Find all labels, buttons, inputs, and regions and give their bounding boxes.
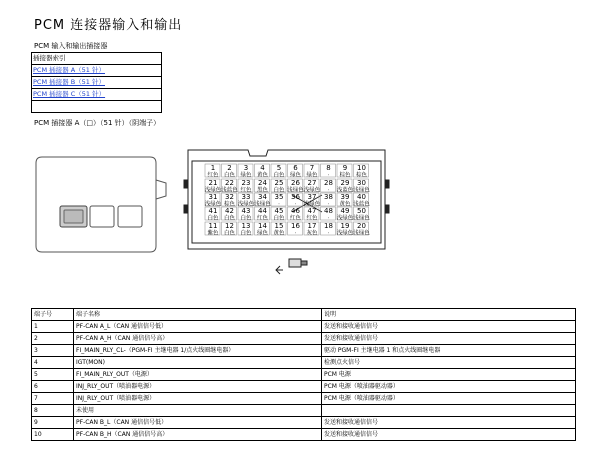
pin-number: 50 bbox=[357, 207, 366, 215]
pin-number: 29 bbox=[340, 179, 350, 187]
pin-name-cell: IGT(MON) bbox=[74, 357, 322, 369]
pin-wire-color: 红色 bbox=[207, 172, 219, 179]
pin-number-cell: 10 bbox=[32, 429, 74, 441]
pin-wire-color: 浅蓝色 bbox=[353, 201, 370, 208]
pin-description-cell: 发送和接收通信信号 bbox=[322, 429, 576, 441]
pin-number: 24 bbox=[258, 179, 267, 187]
pin-number: 2 bbox=[227, 164, 232, 172]
pin-table bbox=[31, 308, 576, 441]
pin-wire-color: · bbox=[327, 172, 330, 179]
pin-number: 7 bbox=[309, 164, 315, 172]
pin-wire-color: 浅绿色 bbox=[336, 215, 354, 222]
pin-wire-color: 浅绿色 bbox=[336, 230, 354, 237]
pin-number-cell: 2 bbox=[32, 333, 74, 345]
pin-wire-color: · bbox=[327, 215, 330, 222]
pin-wire-color: 浅绿色 bbox=[287, 187, 304, 194]
pin-number: 18 bbox=[324, 222, 333, 230]
index-link-a[interactable]: PCM 插接器 A（51 针） bbox=[32, 65, 161, 77]
pin-number: 8 bbox=[326, 164, 331, 172]
pin-wire-color: 白色 bbox=[240, 230, 252, 237]
pin-number: 48 bbox=[324, 207, 333, 215]
pin-number: 39 bbox=[340, 193, 350, 201]
pin-wire-color: · bbox=[327, 201, 330, 208]
pin-wire-color: 黄色 bbox=[256, 172, 269, 179]
header-pin-name: 端子名称 bbox=[74, 309, 322, 321]
pin-number: 31 bbox=[208, 193, 218, 201]
pin-description-cell bbox=[322, 405, 576, 417]
pin-number-cell: 7 bbox=[32, 393, 74, 405]
pin-wire-color: 浅绿色 bbox=[303, 187, 321, 194]
pin-wire-color: 红色 bbox=[256, 215, 269, 222]
pin-number: 36 bbox=[291, 193, 300, 201]
pin-wire-color: 棕色 bbox=[339, 172, 351, 179]
pin-wire-color: 浅绿色 bbox=[303, 201, 321, 208]
pin-number: 6 bbox=[293, 164, 298, 172]
pin-wire-color: 紫色 bbox=[207, 230, 219, 237]
page-title: PCM 连接器输入和输出 bbox=[34, 18, 183, 33]
pin-wire-color: 浅绿色 bbox=[353, 187, 370, 194]
header-pin-number: 端子号 bbox=[32, 309, 74, 321]
pin-number: 17 bbox=[307, 222, 317, 230]
table-header-row bbox=[32, 309, 576, 321]
pin-number: 3 bbox=[243, 164, 249, 172]
pin-number-cell: 9 bbox=[32, 417, 74, 429]
pin-name-cell: INJ_RLY_OUT（喷油器电源） bbox=[74, 381, 322, 393]
table-row bbox=[32, 369, 576, 381]
table-row bbox=[32, 429, 576, 441]
pin-number: 37 bbox=[307, 193, 317, 201]
index-title: 插接器索引 bbox=[32, 53, 161, 65]
pin-number: 47 bbox=[307, 207, 317, 215]
pin-wire-color: 白色 bbox=[223, 172, 236, 179]
pin-number: 43 bbox=[241, 207, 251, 215]
pin-wire-color: 白色 bbox=[273, 172, 285, 179]
table-row bbox=[32, 405, 576, 417]
pin-number: 5 bbox=[276, 164, 282, 172]
pin-wire-color: 白色 bbox=[207, 215, 219, 222]
pin-description-cell: 驱动 PGM-FI 主继电器 1 和点火线圈继电器 bbox=[322, 345, 576, 357]
pin-wire-color: 浅绿色 bbox=[353, 230, 370, 237]
pin-number: 49 bbox=[340, 207, 350, 215]
pcm-location-illustration bbox=[36, 157, 166, 252]
pin-wire-color: 浅绿色 bbox=[254, 201, 271, 208]
pin-wire-color: 绿色 bbox=[256, 230, 269, 237]
pin-number-cell: 3 bbox=[32, 345, 74, 357]
pin-number: 20 bbox=[357, 222, 366, 230]
pin-number: 30 bbox=[357, 179, 366, 187]
pin-wire-color: 浅绿色 bbox=[204, 187, 222, 194]
pin-number: 16 bbox=[291, 222, 300, 230]
pin-wire-color: 白色 bbox=[240, 215, 252, 222]
table-row bbox=[32, 381, 576, 393]
pin-name-cell: PF-CAN A_H（CAN 通信信号高） bbox=[74, 333, 322, 345]
pin-wire-color: 白色 bbox=[273, 215, 285, 222]
pin-number: 38 bbox=[324, 193, 333, 201]
pin-number: 13 bbox=[241, 222, 251, 230]
pin-name-cell: FI_MAIN_RLY_CL-（PGM-FI 主继电器 1/点火线圈继电器） bbox=[74, 345, 322, 357]
pin-wire-color: 浅蓝色 bbox=[336, 187, 354, 194]
pin-wire-color: · bbox=[327, 230, 330, 237]
pin-wire-color: 白色 bbox=[273, 187, 285, 194]
pin-number: 33 bbox=[241, 193, 251, 201]
pin-description-cell: 检测点火信号 bbox=[322, 357, 576, 369]
pin-number: 40 bbox=[357, 193, 366, 201]
pin-number-cell: 6 bbox=[32, 381, 74, 393]
pin-number: 32 bbox=[225, 193, 234, 201]
terminal-direction-icon bbox=[276, 259, 307, 274]
pin-wire-color: 浅绿色 bbox=[237, 201, 255, 208]
pin-number: 34 bbox=[258, 193, 267, 201]
pin-name-cell: 未使用 bbox=[74, 405, 322, 417]
pin-wire-color: · bbox=[294, 230, 297, 237]
pin-number: 1 bbox=[210, 164, 216, 172]
pin-name-cell: PF-CAN B_H（CAN 通信信号高） bbox=[74, 429, 322, 441]
pin-grid bbox=[205, 164, 371, 237]
pin-wire-color: 红色 bbox=[306, 215, 318, 222]
pin-number: 44 bbox=[258, 207, 267, 215]
pin-wire-color: 灰色 bbox=[306, 230, 318, 237]
pin-number: 19 bbox=[340, 222, 350, 230]
pin-number: 22 bbox=[225, 179, 234, 187]
pin-number: 27 bbox=[307, 179, 317, 187]
table-row bbox=[32, 417, 576, 429]
pin-wire-color: 白色 bbox=[223, 230, 236, 237]
section-title: PCM 插接器 A（□）（51 针）（阴端子） bbox=[34, 119, 161, 127]
pin-wire-color: 绿色 bbox=[306, 172, 318, 179]
pin-description-cell: PCM 电源（喷油器驱动器） bbox=[322, 381, 576, 393]
pin-name-cell: FI_MAIN_RLY_OUT（电源） bbox=[74, 369, 322, 381]
pin-wire-color: 黑色 bbox=[256, 187, 269, 194]
pin-number: 45 bbox=[274, 207, 284, 215]
pin-wire-color: 棕色 bbox=[355, 172, 368, 179]
pin-description-cell: 发送和接收通信信号 bbox=[322, 321, 576, 333]
table-row bbox=[32, 345, 576, 357]
pin-number: 46 bbox=[291, 207, 300, 215]
table-row bbox=[32, 393, 576, 405]
pin-wire-color: · bbox=[294, 201, 297, 208]
pin-wire-color: 白色 bbox=[223, 215, 236, 222]
pin-number: 41 bbox=[208, 207, 218, 215]
pin-wire-color: 绿色 bbox=[240, 172, 252, 179]
pin-number-cell: 1 bbox=[32, 321, 74, 333]
pin-wire-color: 黄色 bbox=[339, 201, 351, 208]
index-link-c[interactable]: PCM 插接器 C（51 针） bbox=[32, 89, 161, 101]
page-subtitle: PCM 输入和输出插接器 bbox=[34, 42, 108, 50]
pin-wire-color: 棕色 bbox=[223, 201, 236, 208]
pin-number: 12 bbox=[225, 222, 234, 230]
pin-wire-color: 浅蓝色 bbox=[221, 187, 238, 194]
pin-wire-color: 黄色 bbox=[273, 230, 285, 237]
pin-name-cell: INJ_RLY_OUT（喷油器电源） bbox=[74, 393, 322, 405]
pin-description-cell: 发送和接收通信信号 bbox=[322, 333, 576, 345]
pin-number-cell: 5 bbox=[32, 369, 74, 381]
pin-number: 10 bbox=[357, 164, 366, 172]
header-description: 说明 bbox=[322, 309, 576, 321]
pin-number: 25 bbox=[274, 179, 284, 187]
table-row bbox=[32, 357, 576, 369]
pin-wire-color: 红色 bbox=[240, 187, 252, 194]
pin-wire-color: 浅绿色 bbox=[204, 201, 222, 208]
pin-number: 28 bbox=[324, 179, 333, 187]
pin-number: 14 bbox=[258, 222, 267, 230]
pin-name-cell: PF-CAN B_L（CAN 通信信号低） bbox=[74, 417, 322, 429]
pin-number: 21 bbox=[208, 179, 218, 187]
pin-name-cell: PF-CAN A_L（CAN 通信信号低） bbox=[74, 321, 322, 333]
pin-number-cell: 8 bbox=[32, 405, 74, 417]
pin-description-cell: PCM 电源（喷油器驱动器） bbox=[322, 393, 576, 405]
pin-number: 23 bbox=[241, 179, 251, 187]
index-link-b[interactable]: PCM 插接器 B（51 针） bbox=[32, 77, 161, 89]
pin-wire-color: 红色 bbox=[289, 215, 302, 222]
pin-description-cell: PCM 电源 bbox=[322, 369, 576, 381]
table-row bbox=[32, 321, 576, 333]
pin-number: 15 bbox=[274, 222, 284, 230]
pin-wire-color: 浅绿色 bbox=[353, 215, 370, 222]
pin-number: 4 bbox=[260, 164, 265, 172]
pin-number: 11 bbox=[208, 222, 218, 230]
pin-number: 26 bbox=[291, 179, 300, 187]
table-row bbox=[32, 333, 576, 345]
pin-number-cell: 4 bbox=[32, 357, 74, 369]
pin-number: 35 bbox=[274, 193, 284, 201]
pin-wire-color: · bbox=[327, 187, 330, 194]
pin-number: 42 bbox=[225, 207, 234, 215]
pin-description-cell: 发送和接收通信信号 bbox=[322, 417, 576, 429]
pin-wire-color: · bbox=[278, 201, 280, 208]
pin-wire-color: 绿色 bbox=[289, 172, 302, 179]
pin-number: 9 bbox=[342, 164, 348, 172]
